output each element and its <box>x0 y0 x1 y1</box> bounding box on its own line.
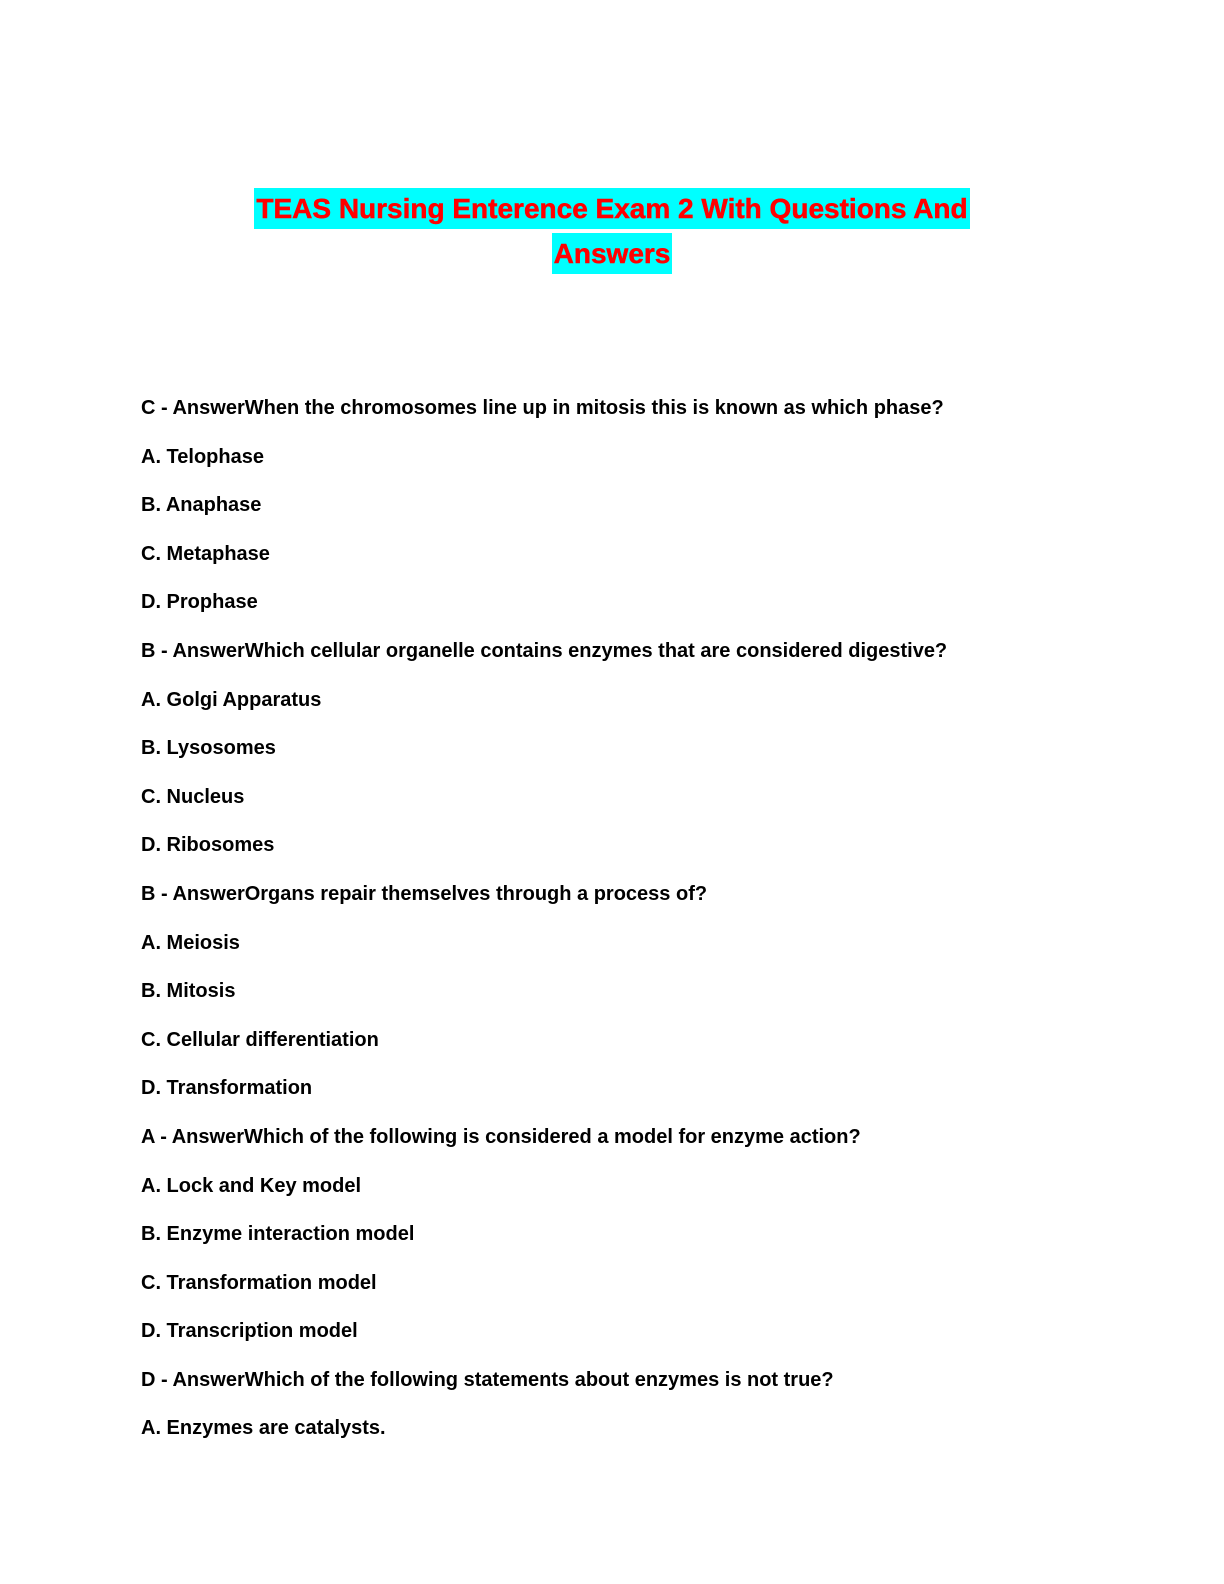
answer-option: B. Anaphase <box>141 494 262 517</box>
answer-option: D. Transformation <box>141 1077 313 1100</box>
answer-option: C. Cellular differentiation <box>141 1028 379 1051</box>
answer-option: A. Enzymes are catalysts. <box>141 1417 386 1440</box>
answer-option: A. Telophase <box>141 445 264 468</box>
answer-option: D. Prophase <box>141 591 258 614</box>
title-line-1: TEAS Nursing Enterence Exam 2 With Questions And <box>254 188 969 229</box>
answer-option: B. Lysosomes <box>141 737 276 760</box>
answer-option: D. Transcription model <box>141 1320 358 1343</box>
answer-option: C. Nucleus <box>141 785 245 808</box>
title-line-2: Answers <box>552 233 673 274</box>
question-line: C - AnswerWhen the chromosomes line up in mitosis this is known as which phase? <box>141 397 944 419</box>
answer-option: A. Golgi Apparatus <box>141 688 322 711</box>
question-list <box>141 392 1141 1461</box>
question-line: B - AnswerOrgans repair themselves through a process of? <box>141 882 708 905</box>
answer-option: C. Metaphase <box>141 542 270 565</box>
answer-option: A. Lock and Key model <box>141 1174 362 1197</box>
answer-option: C. Transformation model <box>141 1271 377 1294</box>
answer-option: B. Mitosis <box>141 980 236 1003</box>
question-line: A - AnswerWhich of the following is considered a model for enzyme action? <box>141 1125 861 1148</box>
document-title <box>0 188 1224 274</box>
answer-option: D. Ribosomes <box>141 834 275 857</box>
question-line: D - AnswerWhich of the following statements about enzymes is not true? <box>141 1368 834 1391</box>
answer-option: B. Enzyme interaction model <box>141 1223 415 1246</box>
question-line: B - AnswerWhich cellular organelle contains enzymes that are considered digestive? <box>141 639 948 662</box>
answer-option: A. Meiosis <box>141 931 240 954</box>
